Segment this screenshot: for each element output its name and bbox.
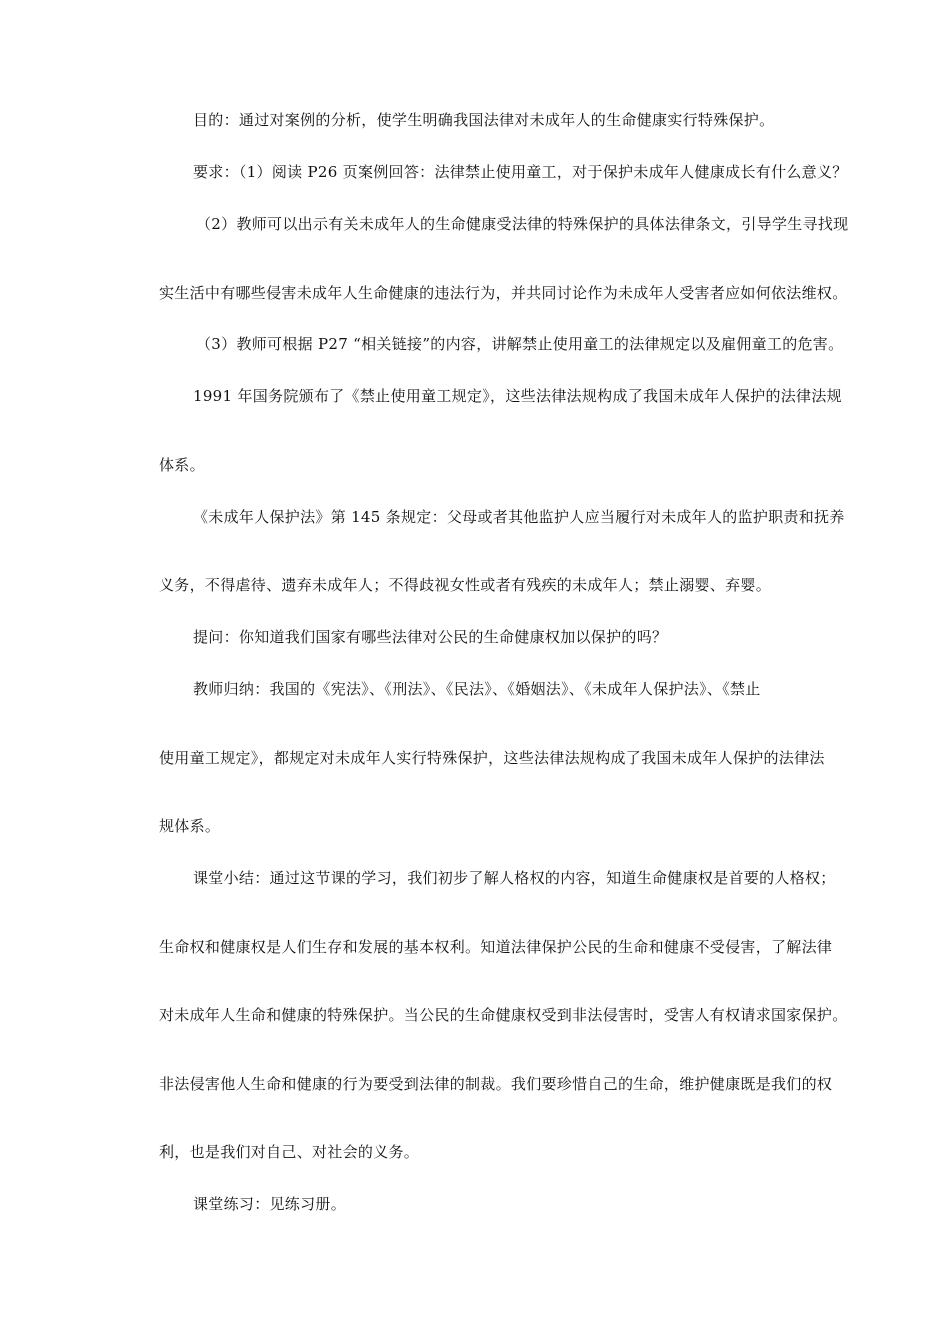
- paragraph-line: 《未成年人保护法》第 145 条规定：父母或者其他监护人应当履行对未成年人的监护职责和抚养: [193, 508, 845, 526]
- paragraph-line-requirement: 要求：（1）阅读 P26 页案例回答：法律禁止使用童工，对于保护未成年人健康成长有什么意义？: [193, 163, 848, 181]
- paragraph-line: 体系。: [159, 456, 205, 474]
- paragraph-line-question: 提问：你知道我们国家有哪些法律对公民的生命健康权加以保护的吗？: [193, 628, 668, 646]
- paragraph-line: 1991 年国务院颁布了《禁止使用童工规定》，这些法律法规构成了我国未成年人保护的法律法规: [193, 387, 842, 405]
- paragraph-line: 利，也是我们对自己、对社会的义务。: [159, 1143, 420, 1161]
- paragraph-line-class-summary: 课堂小结：通过这节课的学习，我们初步了解人格权的内容，知道生命健康权是首要的人格权；: [193, 869, 836, 887]
- paragraph-line: （2）教师可以出示有关未成年人的生命健康受法律的特殊保护的具体法律条文，引导学生寻找现: [196, 215, 849, 233]
- paragraph-line: 生命权和健康权是人们生存和发展的基本权利。知道法律保护公民的生命和健康不受侵害，了解法律: [159, 938, 833, 956]
- paragraph-line: 对未成年人生命和健康的特殊保护。当公民的生命健康权受到非法侵害时，受害人有权请求国家保护。: [159, 1006, 848, 1024]
- paragraph-line: （3）教师可根据 P27 “相关链接”的内容，讲解禁止使用童工的法律规定以及雇佣童工的危害。: [196, 335, 844, 353]
- paragraph-line-purpose: 目的：通过对案例的分析，使学生明确我国法律对未成年人的生命健康实行特殊保护。: [193, 111, 775, 129]
- paragraph-line: 使用童工规定》，都规定对未成年人实行特殊保护，这些法律法规构成了我国未成年人保护的法律法: [159, 749, 825, 767]
- paragraph-line-summary-teacher: 教师归纳：我国的《宪法》、《刑法》、《民法》、《婚姻法》、《未成年人保护法》、《禁止: [193, 680, 761, 698]
- paragraph-line: 规体系。: [159, 817, 221, 835]
- paragraph-line: 非法侵害他人生命和健康的行为要受到法律的制裁。我们要珍惜自己的生命，维护健康既是我们的权: [159, 1075, 833, 1093]
- paragraph-line: 义务，不得虐待、遗弃未成年人；不得歧视女性或者有残疾的未成年人；禁止溺婴、弃婴。: [159, 576, 772, 594]
- paragraph-line-class-practice: 课堂练习：见练习册。: [193, 1195, 347, 1213]
- paragraph-line: 实生活中有哪些侵害未成年人生命健康的违法行为，并共同讨论作为未成年人受害者应如何依法维权。: [159, 284, 848, 302]
